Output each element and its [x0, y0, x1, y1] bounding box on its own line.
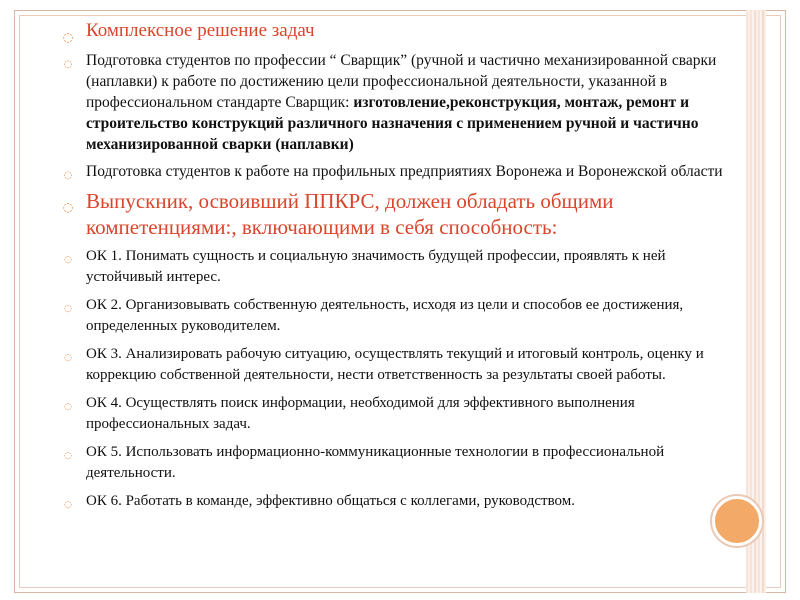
bullet-icon: ◌	[64, 255, 72, 265]
list-item	[62, 295, 742, 337]
bullet-icon: ◌	[64, 500, 72, 510]
list-item	[62, 393, 742, 435]
bullet-icon: ◌	[63, 59, 73, 70]
heading-text: Комплексное решение задач	[86, 20, 315, 41]
paragraph-regional-training	[62, 161, 742, 182]
ok-text: ОК 5. Использовать информационно-коммуникационные технологии в профессиональной деятельности.	[86, 444, 665, 481]
list-item	[62, 246, 742, 288]
ok-text: ОК 6. Работать в команде, эффективно общаться с коллегами, руководством.	[86, 493, 576, 509]
paragraph-text: Подготовка студентов по профессии “ Сварщик” (ручной и частично механизированной сварки (наплавки) к работе по достижению цели профессиональной деятельности, указанной в профессиональном стандарте Сварщик:	[86, 52, 717, 111]
paragraph-text: Подготовка студентов к работе на профильных предприятиях Воронежа и Воронежской области	[86, 163, 723, 180]
bullet-icon: ◌	[63, 170, 73, 181]
paragraph-student-training	[62, 50, 742, 155]
bullet-icon: ◌	[64, 353, 72, 363]
slide-content	[62, 18, 742, 519]
list-item	[62, 442, 742, 484]
ok-text: ОК 1. Понимать сущность и социальную значимость будущей профессии, проявлять к ней устойчивый интерес.	[86, 248, 666, 285]
heading-text: Выпускник, освоивший ППКРС, должен обладать общими компетенциями:, включающими в себя способность:	[86, 189, 614, 239]
bullet-icon: ◌	[62, 30, 74, 44]
ok-text: ОК 2. Организовывать собственную деятельность, исходя из цели и способов ее достижения, определенных руководителем.	[86, 297, 684, 334]
bullet-icon: ◌	[62, 200, 74, 214]
ok-text: ОК 3. Анализировать рабочую ситуацию, осуществлять текущий и итоговый контроль, оценку и коррекцию собственной деятельности, нести ответственность за результаты своей работы.	[86, 346, 704, 383]
list-item	[62, 491, 742, 512]
bullet-icon: ◌	[64, 304, 72, 314]
heading-graduate-competencies	[62, 188, 742, 240]
paragraph-bold-text: изготовление,реконструкция, монтаж, ремонт и строительство конструкций различного назначения с применением ручной и частично механизированной сварки (наплавки)	[86, 94, 699, 153]
heading-complex-solution	[62, 18, 742, 44]
bullet-icon: ◌	[64, 451, 72, 461]
ok-text: ОК 4. Осуществлять поиск информации, необходимой для эффективного выполнения профессиональных задач.	[86, 395, 635, 432]
bullet-icon: ◌	[64, 402, 72, 412]
list-item	[62, 344, 742, 386]
